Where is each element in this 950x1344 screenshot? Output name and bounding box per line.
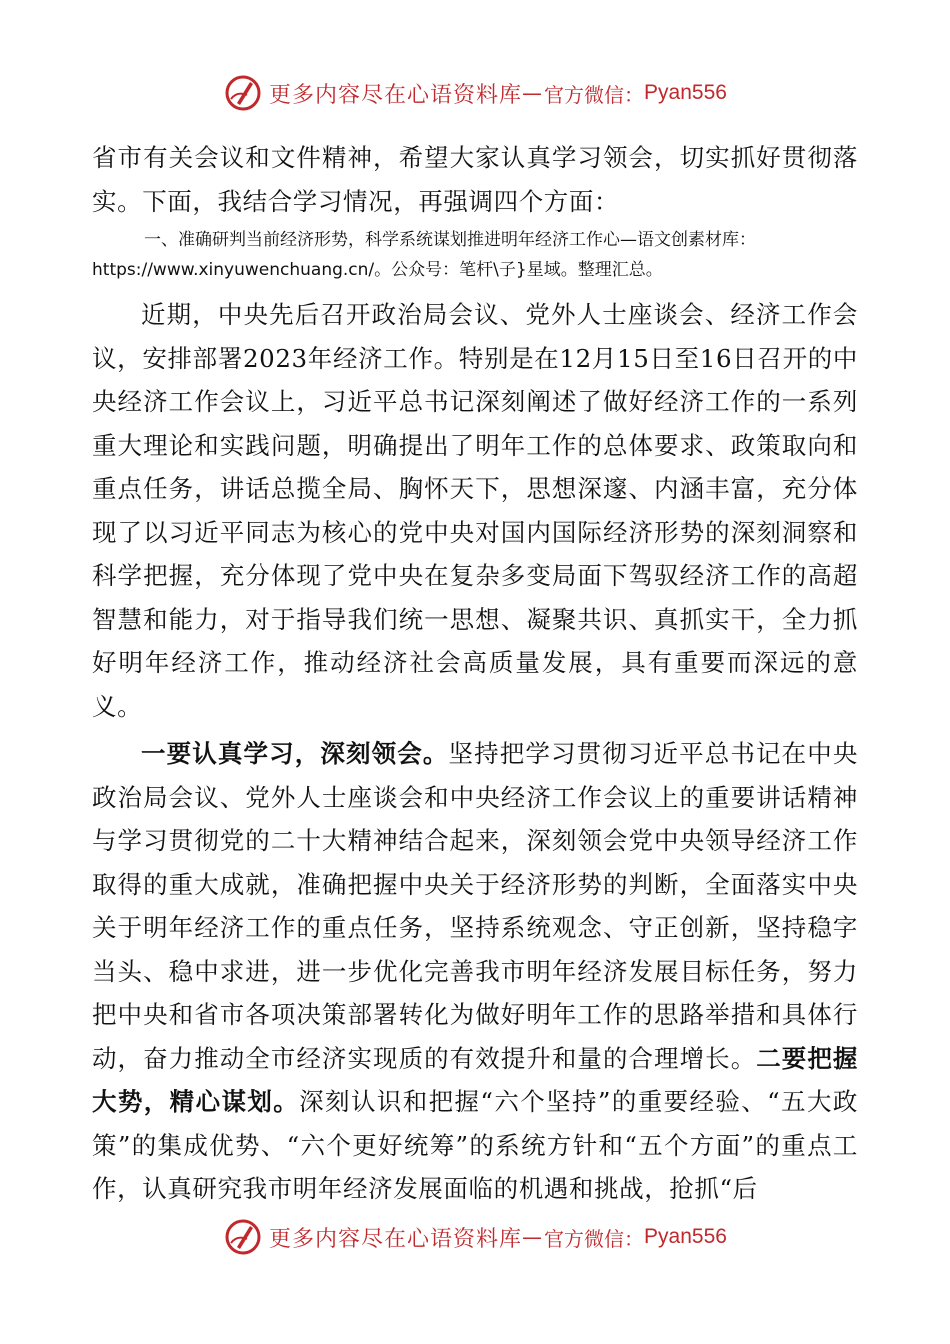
paragraph-requirements (92, 732, 858, 1211)
watermark-main-text: 更多内容尽在心语资料库 (269, 1226, 523, 1252)
watermark-separator: — (522, 81, 543, 105)
pen-logo-icon (223, 73, 263, 113)
point-one-text: 坚持把学习贯彻习近平总书记在中央政治局会议、党外人士座谈会和中央经济工作会议上的重要讲话精神与学习贯彻党的二十大精神结合起来，深刻领会党中央领导经济工作取得的重大成就，准确把握中央关于经济形势的判断，全面落实中央关于明年经济工作的重点任务，坚持系统观念、守正创新，坚持稳字当头、稳中求进，进一步优化完善我市明年经济发展目标任务，努力把中央和省市各项决策部署转化为做好明年工作的思路举措和具体行动，奋力推动全市经济实现质的有效提升和量的合理增长。 (92, 739, 858, 1073)
section-heading-text: 一、准确研判当前经济形势，科学系统谋划推进明年经济工作心—语文创素材库：https://www.xinyuwenchuang.cn/。公众号：笔杆\子}星域。整理汇总。 (92, 230, 756, 280)
pen-logo-icon (223, 1217, 263, 1257)
watermark-main-text: 更多内容尽在心语资料库 (269, 82, 523, 108)
paragraph-context: 近期，中央先后召开政治局会议、党外人士座谈会、经济工作会议，安排部署2023年经济工作。特别是在12月15日至16日召开的中央经济工作会议上，习近平总书记深刻阐述了做好经济工作的一系列重大理论和实践问题，明确提出了明年工作的总体要求、政策取向和重点任务，讲话总揽全局、胸怀天下，思想深邃、内涵丰富，充分体现了以习近平同志为核心的党中央对国内国际经济形势的深刻洞察和科学把握，充分体现了党中央在复杂多变局面下驾驭经济工作的高超智慧和能力，对于指导我们统一思想、凝聚共识、真抓实干，全力抓好明年经济工作，推动经济社会高质量发展，具有重要而深远的意义。 (92, 300, 858, 721)
paragraph-intro: 省市有关会议和文件精神，希望大家认真学习领会，切实抓好贯彻落实。下面，我结合学习情况，再强调四个方面： (92, 143, 858, 216)
watermark-banner-bottom (0, 1214, 950, 1260)
point-one-title: 一要认真学习，深刻领会。 (141, 739, 449, 768)
point-two-title: 二要把握大势，精心谋划。 (92, 1043, 858, 1116)
watermark-separator: — (522, 1225, 543, 1249)
point-two-text: 深刻认识和把握“六个坚持”的重要经验、“五大政策”的集成优势、“六个更好统筹”的系统方针和“五个方面”的重点工作，认真研究我市明年经济发展面临的机遇和挑战，抢抓“后 (92, 1087, 858, 1203)
section-heading (92, 225, 858, 285)
watermark-banner-top (0, 70, 950, 116)
watermark-label: 官方微信： (544, 82, 645, 107)
watermark-label: 官方微信： (544, 1226, 645, 1251)
document-body (92, 136, 858, 1211)
watermark-wechat-id: Pyan556 (644, 81, 727, 104)
watermark-wechat-id: Pyan556 (644, 1225, 727, 1248)
